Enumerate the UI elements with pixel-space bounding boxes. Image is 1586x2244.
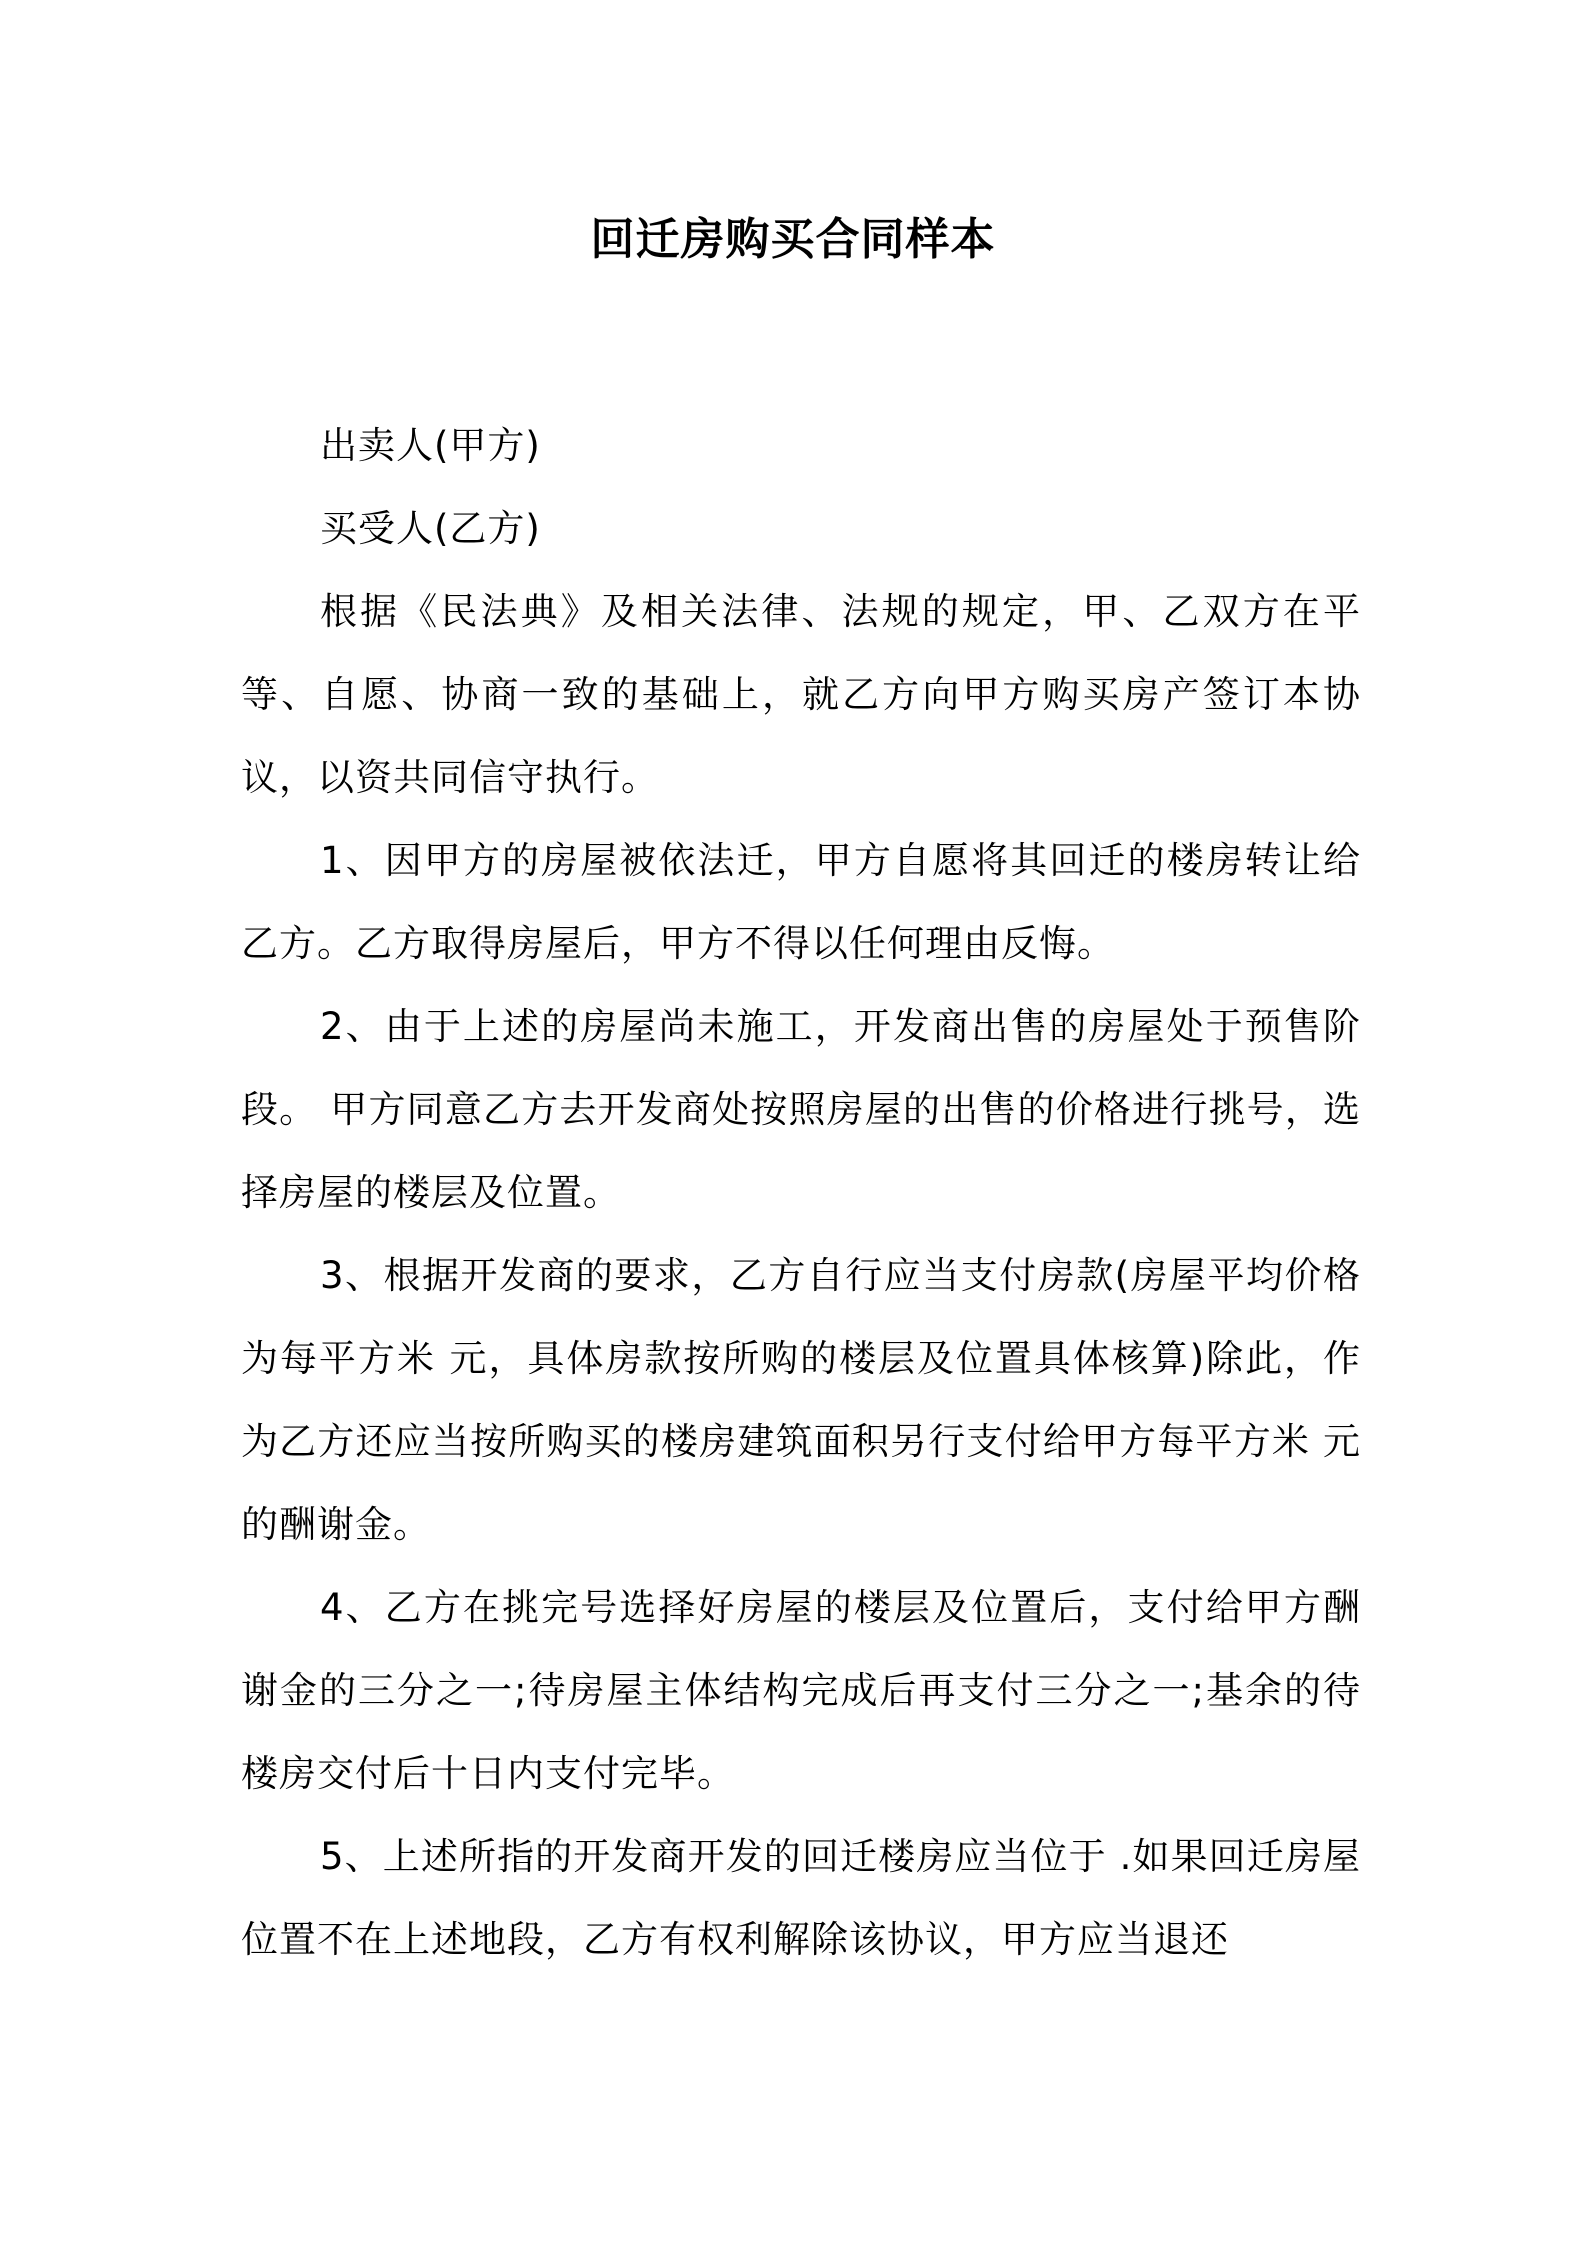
clause-5: 5、上述所指的开发商开发的回迁楼房应当位于 .如果回迁房屋位置不在上述地段，乙方有权利解除该协议，甲方应当退还 xyxy=(241,1835,1361,1961)
document-body xyxy=(241,404,1361,1981)
document-title: 回迁房购买合同样本 xyxy=(590,214,996,265)
clause-1: 1、因甲方的房屋被依法迁，甲方自愿将其回迁的楼房转让给乙方。乙方取得房屋后，甲方不得以任何理由反悔。 xyxy=(241,839,1361,965)
seller-line: 出卖人(甲方) xyxy=(320,424,541,467)
clause-3: 3、根据开发商的要求，乙方自行应当支付房款(房屋平均价格为每平方米 元，具体房款按所购的楼层及位置具体核算)除此，作为乙方还应当按所购买的楼房建筑面积另行支付给甲方每平方米 元的酬谢金。 xyxy=(241,1254,1361,1546)
clause-4: 4、乙方在挑完号选择好房屋的楼层及位置后，支付给甲方酬谢金的三分之一;待房屋主体结构完成后再支付三分之一;基余的待楼房交付后十日内支付完毕。 xyxy=(241,1586,1361,1795)
buyer-line: 买受人(乙方) xyxy=(320,507,541,550)
clause-2: 2、由于上述的房屋尚未施工，开发商出售的房屋处于预售阶段。 甲方同意乙方去开发商处按照房屋的出售的价格进行挑号，选择房屋的楼层及位置。 xyxy=(241,1005,1361,1214)
preamble-paragraph: 根据《民法典》及相关法律、法规的规定，甲、乙双方在平等、自愿、协商一致的基础上，就乙方向甲方购买房产签订本协议，以资共同信守执行。 xyxy=(241,590,1361,799)
